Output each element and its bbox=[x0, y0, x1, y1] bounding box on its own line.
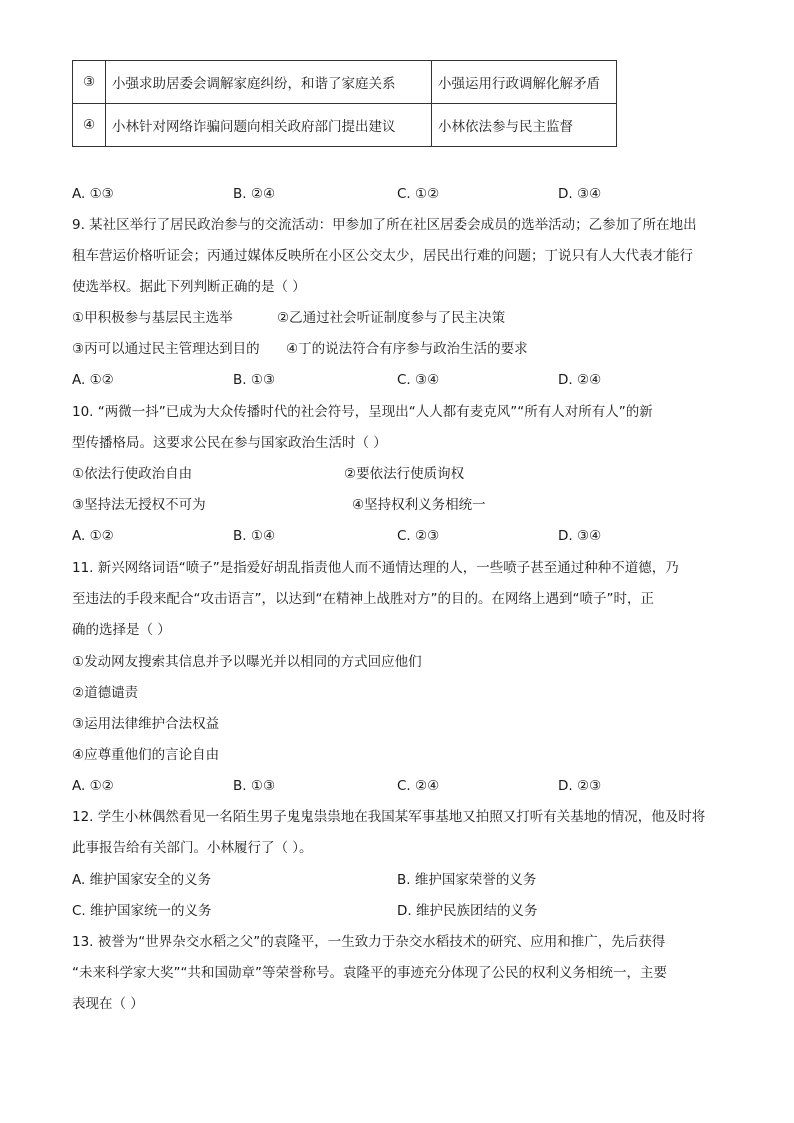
q8-option-b[interactable]: B. ②④ bbox=[233, 186, 276, 202]
q8-option-a[interactable]: A. ①③ bbox=[72, 186, 114, 202]
q9-statement: ①甲积极参与基层民主选举 bbox=[72, 310, 233, 326]
q11-statement: ①发动网友搜索其信息并予以曝光并以相同的方式回应他们 bbox=[72, 654, 422, 670]
q11-stem-line: 11. 新兴网络词语“喷子”是指爱好胡乱指责他人而不通情达理的人，一些喷子甚至通过种种不道德，乃 bbox=[72, 560, 679, 576]
row-number: ④ bbox=[73, 104, 106, 147]
q10-statement: ②要依法行使质询权 bbox=[344, 466, 465, 482]
q10-option-c[interactable]: C. ②③ bbox=[397, 528, 440, 544]
q12-stem-line: 12. 学生小林偶然看见一名陌生男子鬼鬼祟祟地在我国某军事基地又拍照又打听有关基地的情况，他及时将 bbox=[72, 809, 706, 825]
q9-option-c[interactable]: C. ③④ bbox=[397, 372, 440, 388]
q9-statement: ③丙可以通过民主管理达到目的 bbox=[72, 341, 260, 357]
q10-option-a[interactable]: A. ①② bbox=[72, 528, 114, 544]
q11-option-c[interactable]: C. ②④ bbox=[397, 778, 440, 794]
q11-stem-line: 确的选择是（ ） bbox=[72, 622, 171, 638]
q9-option-b[interactable]: B. ①③ bbox=[233, 372, 276, 388]
q13-stem-line: 13. 被誉为“世界杂交水稻之父”的袁隆平，一生致力于杂交水稻技术的研究、应用和推广，先后获得 bbox=[72, 934, 666, 950]
q11-statement: ③运用法律维护合法权益 bbox=[72, 716, 220, 732]
row-analysis: 小林依法参与民主监督 bbox=[432, 104, 617, 147]
q11-statement: ④应尊重他们的言论自由 bbox=[72, 747, 220, 763]
q11-statement: ②道德谴责 bbox=[72, 685, 139, 701]
q9-option-d[interactable]: D. ②④ bbox=[558, 372, 602, 388]
q9-stem-line: 租车营运价格听证会；丙通过媒体反映所在小区公交太少，居民出行难的问题；丁说只有人大代表才能行 bbox=[72, 248, 693, 264]
options-table bbox=[72, 60, 617, 147]
row-analysis: 小强运用行政调解化解矛盾 bbox=[432, 61, 617, 104]
row-number: ③ bbox=[73, 61, 106, 104]
q9-option-a[interactable]: A. ①② bbox=[72, 372, 114, 388]
q8-option-d[interactable]: D. ③④ bbox=[558, 186, 602, 202]
row-event: 小强求助居委会调解家庭纠纷，和谐了家庭关系 bbox=[106, 61, 432, 104]
q9-statement: ②乙通过社会听证制度参与了民主决策 bbox=[277, 310, 506, 326]
q11-stem-line: 至违法的手段来配合“攻击语言”，以达到“在精神上战胜对方”的目的。在网络上遇到“喷子”时，正 bbox=[72, 591, 654, 607]
q10-statement: ③坚持法无授权不可为 bbox=[72, 497, 206, 513]
q11-option-a[interactable]: A. ①② bbox=[72, 778, 114, 794]
q10-statement: ①依法行使政治自由 bbox=[72, 466, 193, 482]
q10-stem-line: 型传播格局。这要求公民在参与国家政治生活时（ ） bbox=[72, 435, 387, 451]
q13-stem-line: “未来科学家大奖”“共和国勋章”等荣誉称号。袁隆平的事迹充分体现了公民的权利义务相统一，主要 bbox=[72, 965, 667, 981]
q13-stem-line: 表现在（ ） bbox=[72, 996, 144, 1012]
q10-option-b[interactable]: B. ①④ bbox=[233, 528, 276, 544]
q10-stem-line: 10. “两微一抖”已成为大众传播时代的社会符号，呈现出“人人都有麦克风”“所有人对所有人”的新 bbox=[72, 404, 653, 420]
table-row bbox=[73, 61, 617, 104]
q9-statement: ④丁的说法符合有序参与政治生活的要求 bbox=[286, 341, 528, 357]
q9-stem-line: 使选举权。据此下列判断正确的是（ ） bbox=[72, 279, 306, 295]
q12-option-a[interactable]: A. 维护国家安全的义务 bbox=[72, 872, 212, 888]
q11-option-d[interactable]: D. ②③ bbox=[558, 778, 602, 794]
row-event: 小林针对网络诈骗问题向相关政府部门提出建议 bbox=[106, 104, 432, 147]
q12-option-d[interactable]: D. 维护民族团结的义务 bbox=[397, 903, 538, 919]
q8-option-c[interactable]: C. ①② bbox=[397, 186, 440, 202]
q10-statement: ④坚持权利义务相统一 bbox=[352, 497, 486, 513]
table-row bbox=[73, 104, 617, 147]
q11-option-b[interactable]: B. ①③ bbox=[233, 778, 276, 794]
q10-option-d[interactable]: D. ③④ bbox=[558, 528, 602, 544]
q12-option-b[interactable]: B. 维护国家荣誉的义务 bbox=[397, 872, 537, 888]
q9-stem-line: 9. 某社区举行了居民政治参与的交流活动：甲参加了所在社区居委会成员的选举活动；乙参加了所在地出 bbox=[72, 217, 697, 233]
q12-stem-line: 此事报告给有关部门。小林履行了（ ）。 bbox=[72, 840, 313, 856]
q12-option-c[interactable]: C. 维护国家统一的义务 bbox=[72, 903, 212, 919]
